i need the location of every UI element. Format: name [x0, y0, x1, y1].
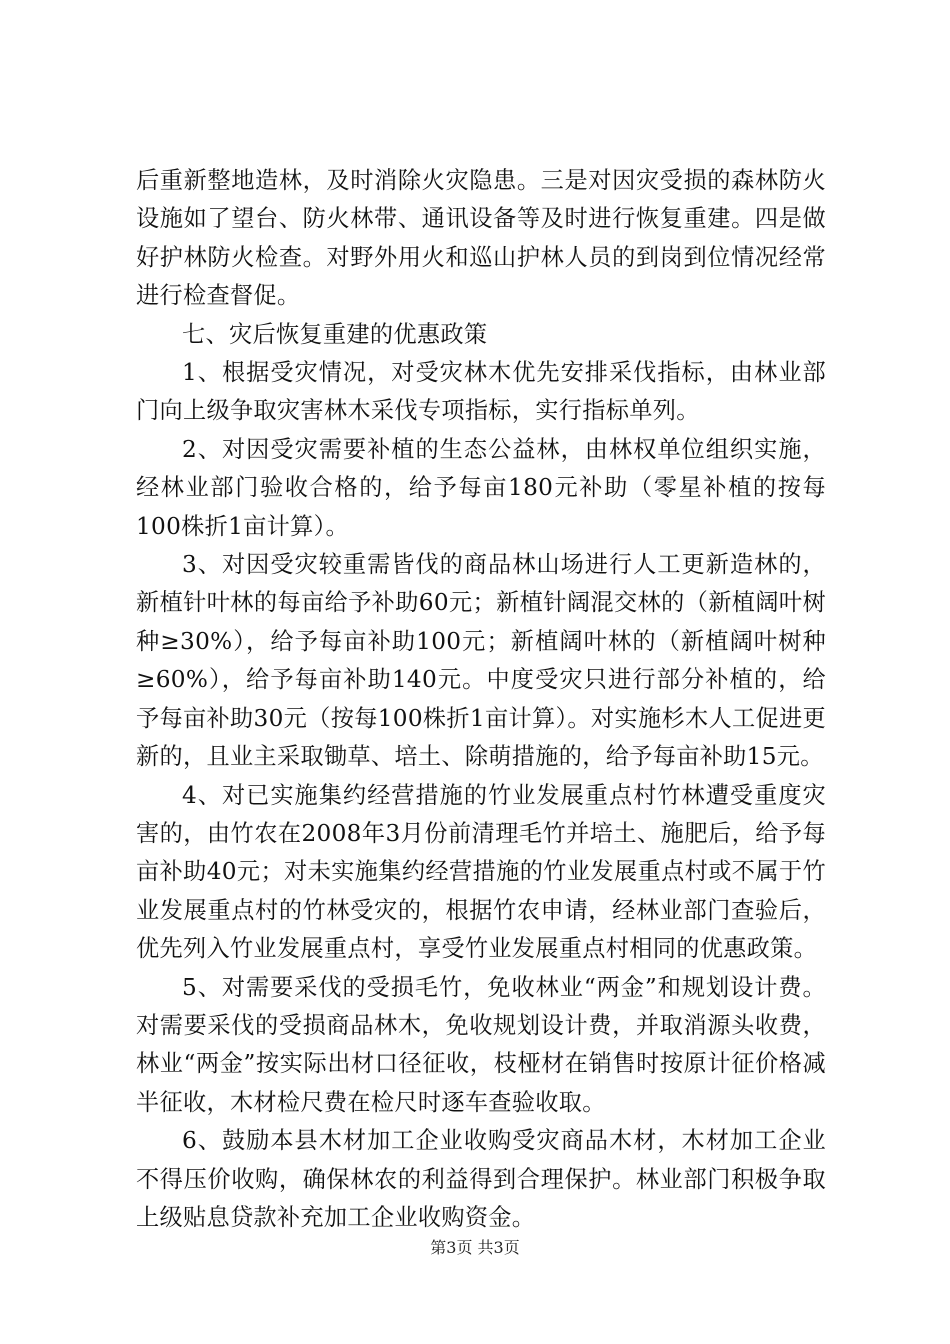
document-body [136, 162, 826, 1237]
policy-item-6: 6、鼓励本县木材加工企业收购受灾商品木材，木材加工企业不得压价收购，确保林农的利益得到合理保护。林业部门积极争取上级贴息贷款补充加工企业收购资金。 [136, 1127, 826, 1231]
section-heading: 七、灾后恢复重建的优惠政策 [182, 320, 488, 348]
policy-item-5: 5、对需要采伐的受损毛竹，免收林业“两金”和规划设计费。对需要采伐的受损商品林木，免收规划设计费，并取消源头收费，林业“两金”按实际出材口径征收，枝桠材在销售时按原计征价格减半征收，木材检尺费在检尺时逐车查验收取。 [136, 973, 826, 1116]
policy-item-4: 4、对已实施集约经营措施的竹业发展重点村竹林遭受重度灾害的，由竹农在2008年3月份前清理毛竹并培土、施肥后，给予每亩补助40元；对未实施集约经营措施的竹业发展重点村或不属于竹业发展重点村的竹林受灾的，根据竹农申请，经林业部门查验后，优先列入竹业发展重点村，享受竹业发展重点村相同的优惠政策。 [136, 781, 826, 963]
paragraph-intro: 后重新整地造林，及时消除火灾隐患。三是对因灾受损的森林防火设施如了望台、防火林带、通讯设备等及时进行恢复重建。四是做好护林防火检查。对野外用火和巡山护林人员的到岗到位情况经常进行检查督促。 [136, 167, 826, 310]
page-number-footer: 第3页 共3页 [430, 1238, 520, 1257]
policy-item-2: 2、对因受灾需要补植的生态公益林，由林权单位组织实施，经林业部门验收合格的，给予每亩180元补助（零星补植的按每100株折1亩计算）。 [136, 435, 826, 540]
policy-item-1: 1、根据受灾情况，对受灾林木优先安排采伐指标，由林业部门向上级争取灾害林木采伐专项指标，实行指标单列。 [136, 359, 826, 425]
policy-item-3: 3、对因受灾较重需皆伐的商品林山场进行人工更新造林的，新植针叶林的每亩给予补助60元；新植针阔混交林的（新植阔叶树种≥30%），给予每亩补助100元；新植阔叶林的（新植阔叶树种≥60%），给予每亩补助140元。中度受灾只进行部分补植的，给予每亩补助30元（按每100株折1亩计算）。对实施杉木人工促进更新的，且业主采取锄草、培土、除萌措施的，给予每亩补助15元。 [136, 551, 826, 771]
